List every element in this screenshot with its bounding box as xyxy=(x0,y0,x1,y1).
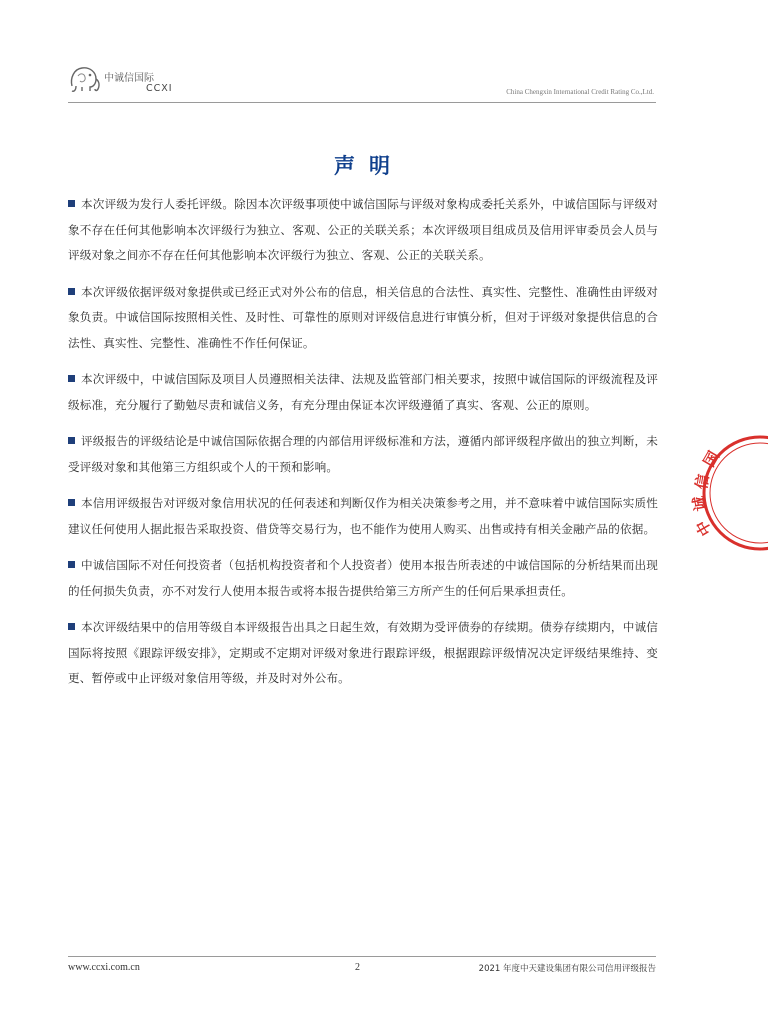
declaration-paragraph: 本次评级依据评级对象提供或已经正式对外公布的信息，相关信息的合法性、真实性、完整性、准确性由评级对象负责。中诚信国际按照相关性、及时性、可靠性的原则对评级信息进行审慎分析，但对于评级对象提供信息的合法性、真实性、完整性、准确性不作任何保证。 xyxy=(68,284,658,350)
square-bullet-icon xyxy=(68,200,75,207)
square-bullet-icon xyxy=(68,499,75,506)
declaration-paragraph: 本次评级为发行人委托评级。除因本次评级事项使中诚信国际与评级对象构成委托关系外，中诚信国际与评级对象不存在任何其他影响本次评级行为独立、客观、公正的关联关系；本次评级项目组成员及信用评审委员会人员与评级对象之间亦不存在任何其他影响本次评级行为独立、客观、公正的关联关系。 xyxy=(68,197,658,262)
svg-text:国: 国 xyxy=(699,447,723,470)
header-divider xyxy=(68,102,656,103)
elephant-logo-icon xyxy=(68,64,102,94)
declaration-paragraph: 中诚信国际不对任何投资者（包括机构投资者和个人投资者）使用本报告所表述的中诚信国际的分析结果而出现的任何损失负责，亦不对发行人使用本报告或将本报告提供给第三方所产生的任何后果承担责任。 xyxy=(68,558,658,598)
page-header xyxy=(68,62,656,102)
svg-text:信: 信 xyxy=(692,472,713,491)
declaration-paragraph: 本次评级结果中的信用等级自本评级报告出具之日起生效，有效期为受评债券的存续期。债券存续期内，中诚信国际将按照《跟踪评级安排》，定期或不定期对评级对象进行跟踪评级，根据跟踪评级情况决定评级结果维持、变更、暂停或中止评级对象信用等级，并及时对外公布。 xyxy=(68,620,658,685)
square-bullet-icon xyxy=(68,375,75,382)
svg-text:诚: 诚 xyxy=(689,494,710,513)
square-bullet-icon xyxy=(68,288,75,295)
footer-report-title: 2021 年度中天建设集团有限公司信用评级报告 xyxy=(478,964,656,974)
svg-text:中: 中 xyxy=(692,516,716,539)
declaration-paragraph: 本信用评级报告对评级对象信用状况的任何表述和判断仅作为相关决策参考之用，并不意味着中诚信国际实质性建议任何使用人据此报告采取投资、借贷等交易行为，也不能作为使用人购买、出售或持有相关金融产品的依据。 xyxy=(68,496,658,536)
square-bullet-icon xyxy=(68,623,75,630)
declaration-paragraph: 本次评级中，中诚信国际及项目人员遵照相关法律、法规及监管部门相关要求，按照中诚信国际的评级流程及评级标准，充分履行了勤勉尽责和诚信义务，有充分理由保证本次评级遵循了真实、客观、公正的原则。 xyxy=(68,372,658,412)
company-english-name: China Chengxin International Credit Rating Co.,Ltd. xyxy=(506,88,654,96)
footer-website: www.ccxi.com.cn xyxy=(68,962,140,973)
red-seal-stamp-icon xyxy=(689,428,768,558)
square-bullet-icon xyxy=(68,561,75,568)
square-bullet-icon xyxy=(68,437,75,444)
page-number: 2 xyxy=(355,962,360,973)
declaration-paragraph: 评级报告的评级结论是中诚信国际依据合理的内部信用评级标准和方法，遵循内部评级程序做出的独立判断，未受评级对象和其他第三方组织或个人的干预和影响。 xyxy=(68,434,658,474)
logo-english-text: CCXI xyxy=(146,83,173,94)
logo-chinese-text: 中诚信国际 xyxy=(104,73,154,84)
declaration-body xyxy=(68,192,658,703)
page-title: 声明 xyxy=(334,154,404,178)
ccxi-logo xyxy=(68,62,178,100)
footer-divider xyxy=(68,956,656,957)
